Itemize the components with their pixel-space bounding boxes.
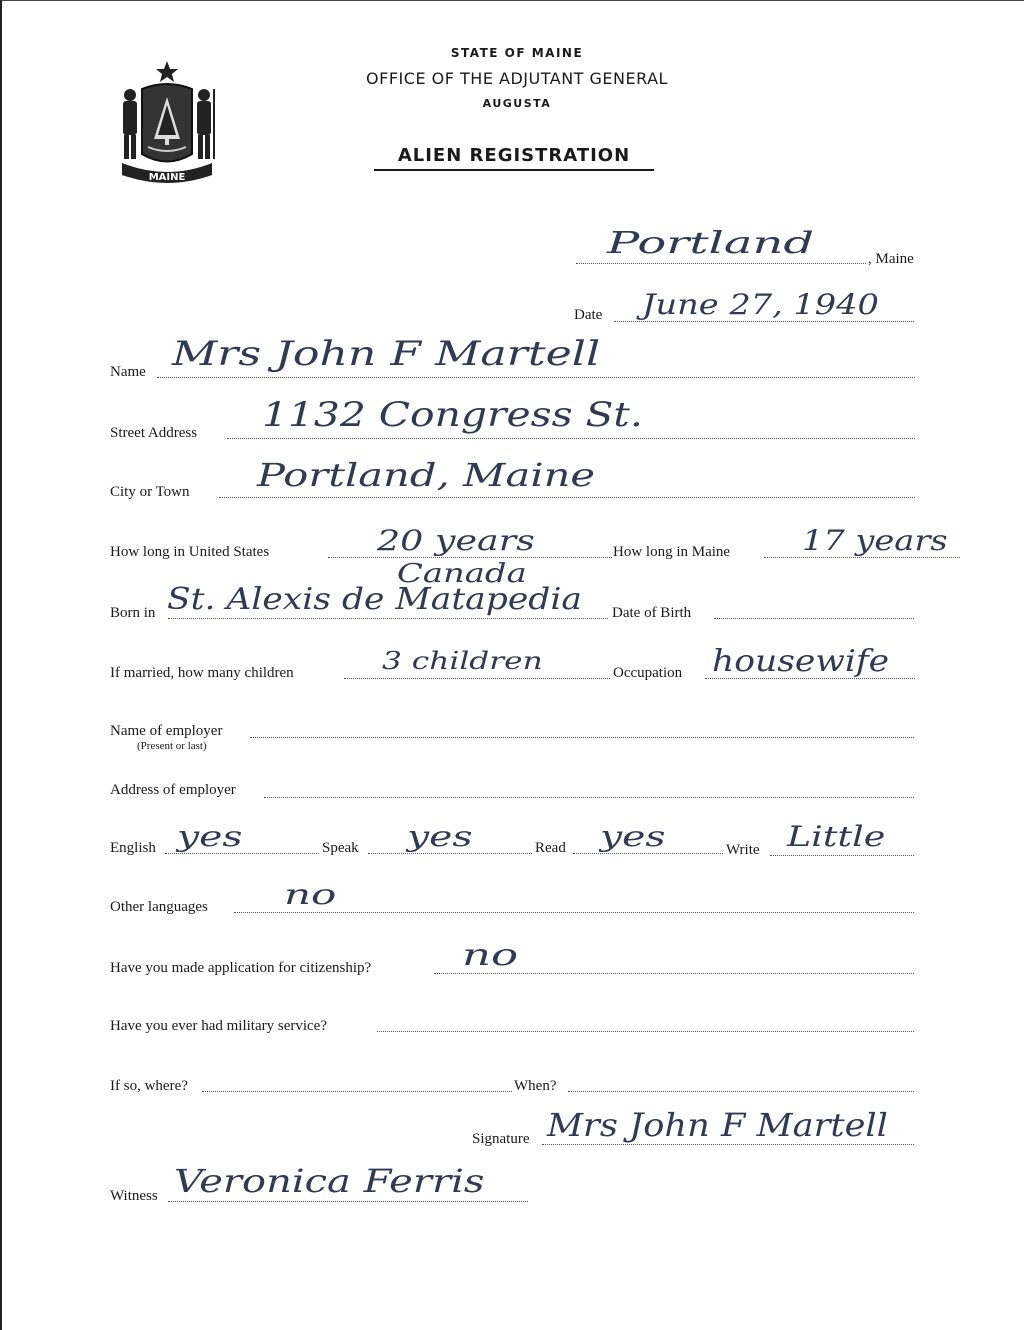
date-of-birth-label: Date of Birth [612,605,692,621]
english-value: yes [177,820,243,853]
when-line [568,1091,914,1092]
read-value: yes [600,820,666,853]
signature-line [542,1144,914,1145]
read-line [573,853,723,854]
other-languages-label: Other languages [110,899,208,915]
how-long-maine-value: 17 years [802,524,948,557]
citizenship-label: Have you made application for citizenship? [110,960,372,976]
how-long-maine-line [764,557,960,558]
read-label: Read [535,840,566,856]
how-long-us-line [328,557,612,558]
name-value: Mrs John F Martell [172,334,601,374]
write-label: Write [726,842,760,858]
maine-state-seal-icon [112,59,222,189]
header-state: STATE OF MAINE [450,46,584,60]
where-label: If so, where? [110,1078,188,1094]
header-office: OFFICE OF THE ADJUTANT GENERAL [366,69,668,88]
how-long-maine-label: How long in Maine [613,544,731,560]
street-address-line [227,438,915,439]
witness-line [168,1201,528,1202]
signature-value: Mrs John F Martell [547,1106,888,1144]
children-label: If married, how many children [110,665,294,681]
city-line [219,497,915,498]
occupation-label: Occupation [613,665,683,681]
seal-text: MAINE [148,172,186,183]
born-in-value: St. Alexis de Matapedia [167,582,582,617]
military-line [377,1031,914,1032]
english-line [165,853,319,854]
name-line [157,377,915,378]
children-line [344,678,610,679]
speak-label: Speak [322,840,359,856]
name-label: Name [110,364,146,380]
employer-name-sublabel: (Present or last) [137,740,207,752]
witness-label: Witness [110,1188,158,1204]
occupation-value: housewife [712,644,890,679]
witness-value: Veronica Ferris [174,1162,485,1200]
children-value: 3 children [382,647,543,675]
date-label: Date [574,307,603,323]
write-line [770,855,914,856]
date-value: June 27, 1940 [642,288,879,321]
city-value: Portland, Maine [257,456,596,494]
write-value: Little [787,820,886,853]
street-address-label: Street Address [110,425,198,441]
employer-address-label: Address of employer [110,782,236,798]
military-label: Have you ever had military service? [110,1018,327,1034]
how-long-us-label: How long in United States [110,544,270,560]
date-line [614,321,914,322]
signature-label: Signature [472,1131,530,1147]
speak-value: yes [407,820,473,853]
other-languages-value: no [284,878,337,911]
location-value: Portland [607,226,815,261]
employer-name-line [250,737,914,738]
street-address-value: 1132 Congress St. [262,395,643,435]
when-label: When? [514,1078,557,1094]
citizenship-value: no [462,938,519,973]
english-label: English [110,840,156,856]
citizenship-line [434,973,914,974]
city-label: City or Town [110,484,190,500]
born-in-line [168,618,608,619]
form-title: ALIEN REGISTRATION [374,145,654,171]
employer-name-label: Name of employer [110,723,223,739]
speak-line [368,853,532,854]
born-in-country-value: Canada [397,559,527,589]
born-in-label: Born in [110,605,156,621]
where-line [202,1091,512,1092]
employer-address-line [264,797,914,798]
header-city: AUGUSTA [482,97,552,110]
location-suffix: , Maine [868,251,914,267]
how-long-us-value: 20 years [377,524,535,557]
other-languages-line [234,912,914,913]
date-of-birth-line [714,618,914,619]
location-line [576,263,866,264]
